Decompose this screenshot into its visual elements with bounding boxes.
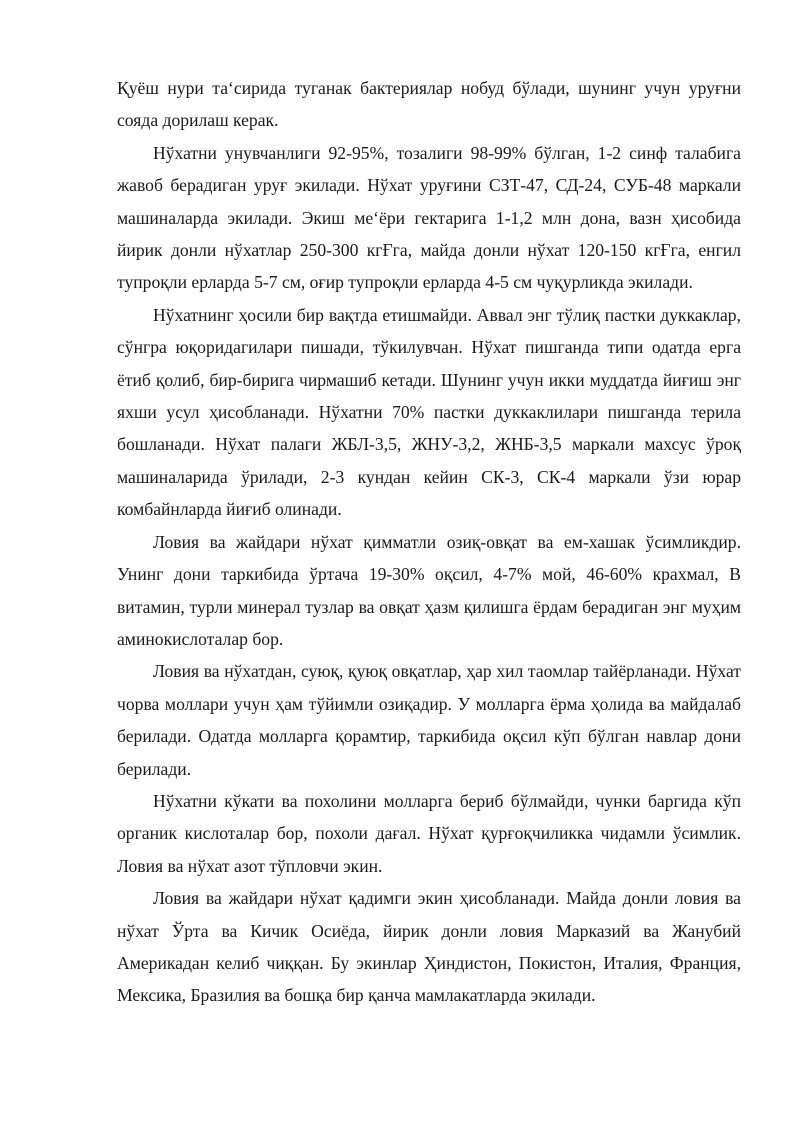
paragraph-1: Қуёш нури таʻсирида туганак бактериялар нобуд бўлади, шунинг учун уруғни сояда дорилаш керак. <box>117 78 741 131</box>
paragraph-3: Нўхатнинг ҳосили бир вақтда етишмайди. Аввал энг тўлиқ пастки дуккаклар, сўнгра юқоридагилари пишади, тўкилувчан. Нўхат пишганда типи одатда ерга ётиб қолиб, бир-бирига чирмашиб кетади. Шунинг учун икки муддатда йиғиш энг яхши усул ҳисобланади. Нўхатни 70% пастки дуккаклилари пишганда терила бошланади. Нўхат палаги ЖБЛ-3,5, ЖНУ-3,2, ЖНБ-3,5 маркали махсус ўроқ машиналарида ўрилади, 2-3 кундан кейин СК-3, СК-4 маркали ўзи юрар комбайнларда йиғиб олинади. <box>117 304 741 520</box>
paragraph-6: Нўхатни кўкати ва похолини молларга бериб бўлмайди, чунки баргида кўп органик кислоталар бор, похоли дағал. Нўхат қурғоқчиликка чидамли ўсимлик. Ловия ва нўхат азот тўпловчи экин. <box>117 790 741 876</box>
paragraph-5: Ловия ва нўхатдан, суюқ, қуюқ овқатлар, ҳар хил таомлар тайёрланади. Нўхат чорва моллари учун ҳам тўйимли озиқадир. У молларга ёрма ҳолида ва майдалаб берилади. Одатда молларга қорамтир, таркибида оқсил кўп бўлган навлар дони берилади. <box>117 661 741 779</box>
paragraph-2: Нўхатни унувчанлиги 92-95%, тозалиги 98-99% бўлган, 1-2 синф талабига жавоб берадиган уруғ экилади. Нўхат уруғини СЗТ-47, СД-24, СУБ-48 маркали машиналарда экилади. Экиш меʻёри гектарига 1-1,2 млн дона, вазн ҳисобида йирик донли нўхатлар 250-300 кгҒга, майда донли нўхат 120-150 кгҒга, енгил тупроқли ерларда 5-7 см, оғир тупроқли ерларда 4-5 см чуқурликда экилади. <box>117 142 741 293</box>
paragraph-4: Ловия ва жайдари нўхат қимматли озиқ-овқат ва ем-хашак ўсимликдир. Унинг дони таркибида ўртача 19-30% оқсил, 4-7% мой, 46-60% крахмал, В витамин, турли минерал тузлар ва овқат ҳазм қилишга ёрдам берадиган энг муҳим аминокислоталар бор. <box>117 531 741 649</box>
document-body <box>117 72 741 1012</box>
paragraph-7: Ловия ва жайдари нўхат қадимги экин ҳисобланади. Майда донли ловия ва нўхат Ўрта ва Кичик Осиёда, йирик донли ловия Марказий ва Жанубий Америкадан келиб чиққан. Бу экинлар Ҳиндистон, Покистон, Италия, Франция, Мексика, Бразилия ва бошқа бир қанча мамлакатларда экилади. <box>117 888 741 1006</box>
